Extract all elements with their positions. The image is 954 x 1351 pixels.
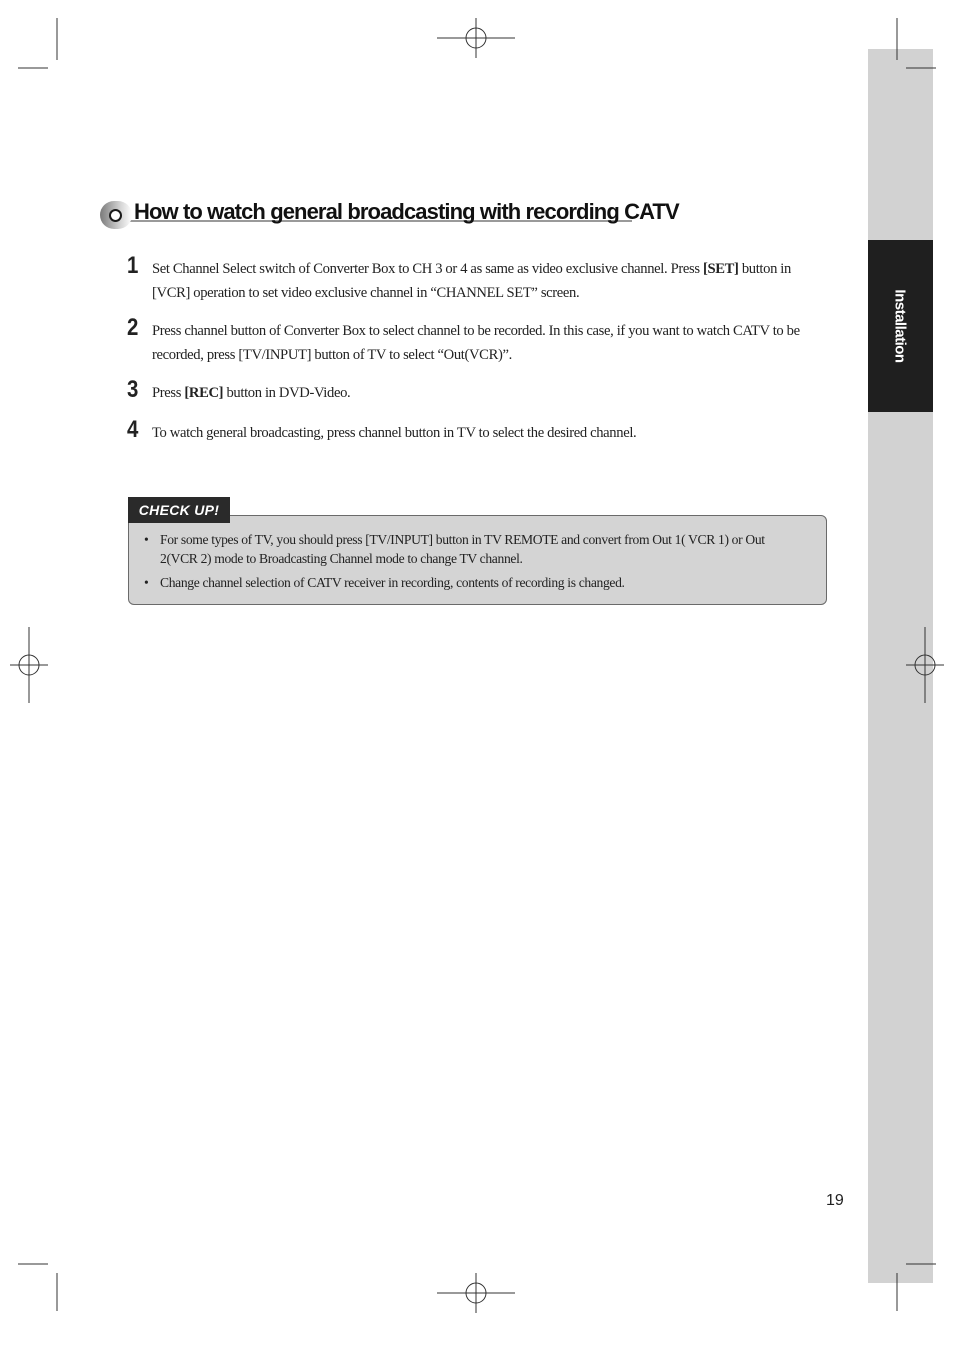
step-text: Set Channel Select switch of Converter Box to CH 3 or 4 as same as video exclusive channel. Press [SET] button in [VCR] operation to set video exclusive channel in “CHANNEL SET” screen. — [152, 261, 791, 301]
heading-title: How to watch general broadcasting with recording CATV — [134, 199, 679, 224]
step-text: Press [REC] button in DVD-Video. — [152, 385, 351, 401]
step-number: 3 — [127, 376, 139, 403]
check-up-list — [144, 530, 804, 597]
page-number: 19 — [826, 1192, 844, 1209]
step-number: 1 — [127, 252, 139, 279]
bullet-icon: • — [144, 532, 149, 547]
step-number: 4 — [127, 416, 139, 443]
heading-circle-icon — [100, 201, 132, 229]
section-heading — [100, 198, 820, 232]
side-strip — [868, 49, 933, 1283]
list-item: • For some types of TV, you should press [TV/INPUT] button in TV REMOTE and convert from Out 1( VCR 1) or Out 2(VCR 2) mode to Broadcasting Channel mode to change TV channel. — [144, 532, 765, 566]
step-text: Press channel button of Converter Box to select channel to be recorded. In this case, if you want to watch CATV to be recorded, press [TV/INPUT] button of TV to select “Out(VCR)”. — [152, 323, 800, 363]
section-tab-label: Installation — [891, 289, 909, 363]
bullet-icon: • — [144, 575, 149, 590]
step-number: 2 — [127, 314, 139, 341]
rec-button-ref: [REC] — [184, 385, 224, 401]
check-up-label: CHECK UP! — [128, 497, 230, 523]
step-text: To watch general broadcasting, press channel button in TV to select the desired channel. — [152, 425, 637, 441]
set-button-ref: [SET] — [702, 261, 739, 277]
list-item: • Change channel selection of CATV receiver in recording, contents of recording is changed. — [144, 575, 625, 590]
